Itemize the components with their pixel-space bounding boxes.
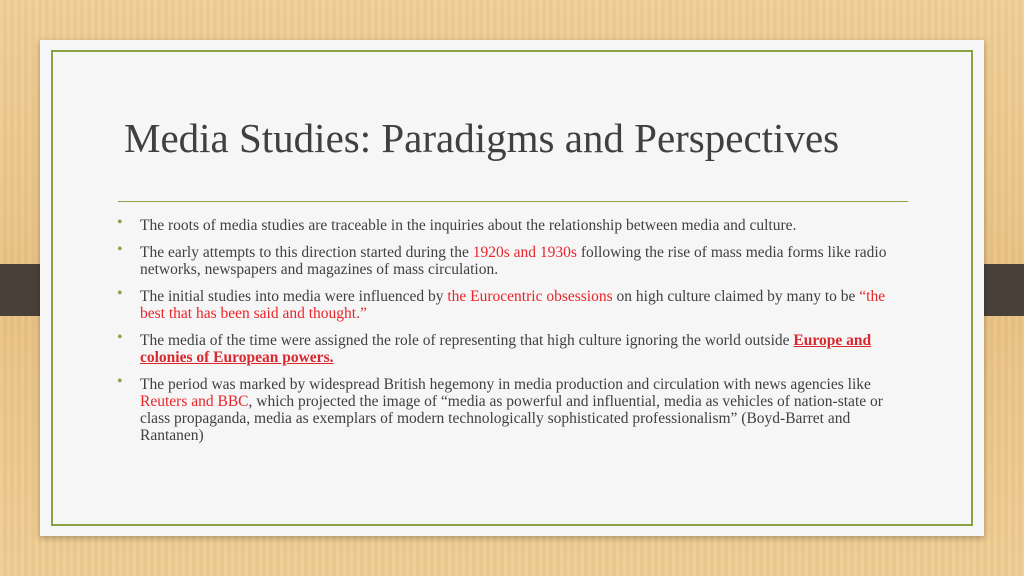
slide-card [40, 40, 984, 536]
bullet-item [117, 285, 910, 322]
slide-title: Media Studies: Paradigms and Perspectives [124, 115, 840, 161]
bullet-item [117, 329, 910, 366]
bullet-dot-icon: • [117, 241, 123, 258]
bullet-text: The roots of media studies are traceable in the inquiries about the relationship between media and culture. [140, 217, 797, 234]
bullet-dot-icon: • [117, 214, 123, 231]
bullet-text: The period was marked by widespread British hegemony in media production and circulation with news agencies like [140, 376, 871, 393]
highlight-text: 1920s and 1930s [472, 244, 577, 261]
highlight-emphasis: Europe and colonies of European powers. [140, 332, 872, 366]
bullet-item [117, 373, 910, 444]
highlight-text: the Eurocentric obsessions [447, 288, 613, 305]
highlight-text: Reuters and BBC [140, 393, 249, 410]
bullet-text: on high culture claimed by many to be [612, 288, 860, 305]
bullet-dot-icon: • [117, 329, 123, 346]
bullet-dot-icon: • [117, 285, 123, 302]
bullet-item [117, 241, 910, 278]
title-divider [118, 201, 908, 202]
highlight-quote: “the best that has been said and thought.” [140, 288, 886, 322]
bullet-text: , which projected the image of “media as powerful and influential, media as vehicles of nation-state or class propaganda, media as exemplars of modern technologically sophisticated professionalism” (Boyd-Barret and Rantanen) [140, 393, 883, 444]
bullet-list [117, 214, 910, 454]
bullet-item [117, 214, 910, 234]
bullet-dot-icon: • [117, 373, 123, 390]
bullet-text: following the rise of mass media forms like radio networks, newspapers and magazines of mass circulation. [140, 244, 887, 278]
bullet-text: The media of the time were assigned the role of representing that high culture ignoring the world outside [140, 332, 794, 349]
bullet-text: The early attempts to this direction started during the [140, 244, 473, 261]
bullet-text: The initial studies into media were influenced by [140, 288, 448, 305]
